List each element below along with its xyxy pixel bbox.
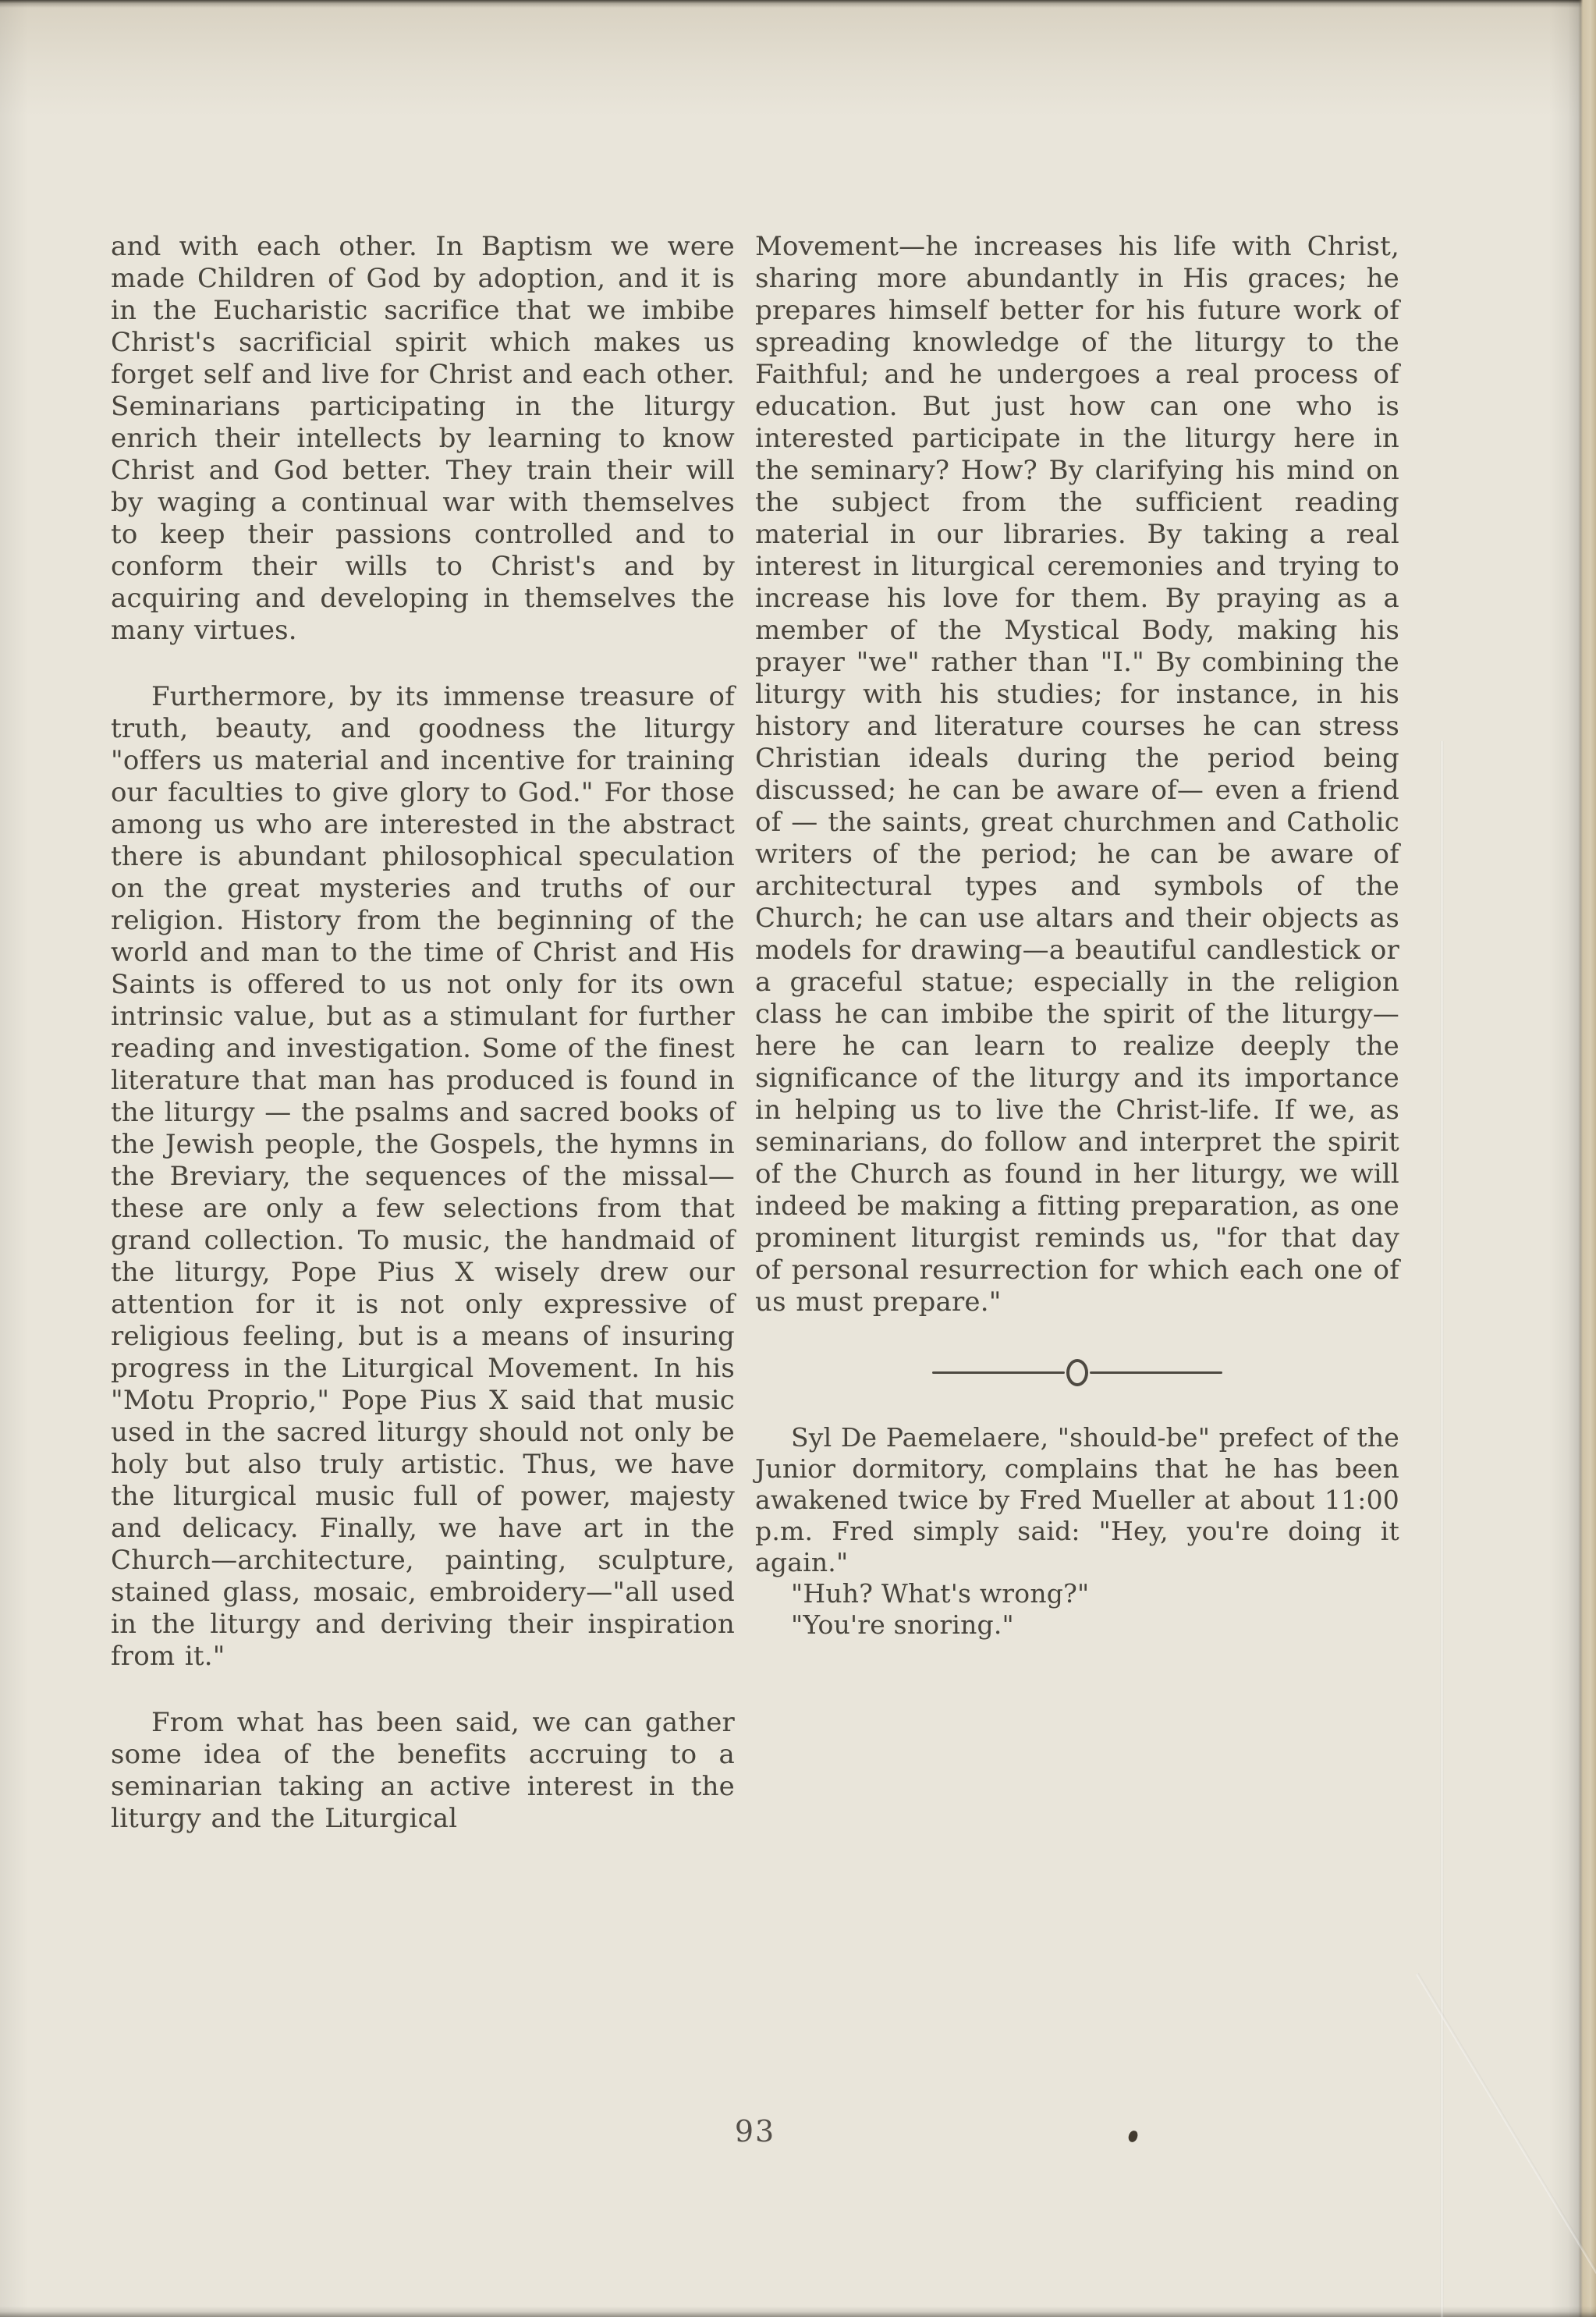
divider-line-left [932,1371,1065,1374]
page-top-edge-shadow [0,0,1596,8]
anecdote-dialog-line: "Huh? What's wrong?" [791,1578,1090,1609]
page-number: 93 [734,2114,776,2148]
paper-crease-diagonal [1416,1973,1596,2317]
paper-crease-vertical [1440,741,1444,2317]
page-bottom-edge-shadow [0,2306,1596,2317]
section-divider [932,1359,1222,1386]
anecdote-paragraph: Syl De Paemelaere, "should-be" prefect of the Junior dormitory, complains that he has been awakened twice by Fred Mueller at about 11:00 p.m. Fred simply said: "Hey, you're doing it again." [755,1422,1399,1577]
paragraph: Movement—he increases his life with Christ, sharing more abundantly in His graces; he prepares himself better for his future work of spreading knowledge of the liturgy to the Faithful; and he undergoes a real process of education. But just how can one who is interested participate in the liturgy here in the seminary? How? By clarifying his mind on the subject from the sufficient reading material in our libraries. By taking a real interest in liturgical ceremonies and trying to increase his love for them. By praying as a member of the Mystical Body, making his prayer "we" rather than "I." By combining the liturgy with his studies; for instance, in his history and literature courses he can stress Christian ideals during the period being discussed; he can be aware of— even a friend of — the saints, great churchmen and Catholic writers of the period; he can be aware of architectural types and symbols of the Church; he can use altars and their objects as models for drawing—a beautiful candlestick or a graceful statue; especially in the religion class he can imbibe the spirit of the liturgy—here he can learn to realize deeply the significance of the liturgy and its importance in helping us to live the Christ-life. If we, as seminarians, do follow and interpret the spirit of the Church as found in her liturgy, we will indeed be making a fitting preparation, as one prominent liturgist reminds us, "for that day of personal resurrection for which each one of us must prepare." [755,231,1399,1318]
divider-circle-icon [1066,1359,1088,1386]
page-top-tint [0,0,1596,117]
left-column [111,231,735,1835]
anecdote-dialog-line: "You're snoring." [791,1609,1014,1640]
paragraph: and with each other. In Baptism we were made Children of God by adoption, and it is in the Eucharistic sacrifice that we imbibe Christ's sacrificial spirit which makes us forget self and live for Christ and each other. Seminarians participating in the liturgy enrich their intellects by learning to know Christ and God better. They train their will by waging a continual war with themselves to keep their passions controlled and to conform their wills to Christ's and by acquiring and developing in themselves the many virtues. [111,231,735,646]
divider-line-right [1090,1371,1222,1374]
right-column [755,231,1399,1835]
page-content [111,231,1399,1835]
paragraph: Furthermore, by its immense treasure of truth, beauty, and goodness the liturgy "offers us material and incentive for training our faculties to give glory to God." For those among us who are interested in the abstract there is abundant philosophical speculation on the great mysteries and truths of our religion. History from the beginning of the world and man to the time of Christ and His Saints is offered to us not only for its own intrinsic value, but as a stimulant for further reading and investigation. Some of the finest literature that man has produced is found in the liturgy — the psalms and sacred books of the Jewish people, the Gospels, the hymns in the Breviary, the sequences of the missal—these are only a few selections from that grand collection. To music, the handmaid of the liturgy, Pope Pius X wisely drew our attention for it is not only expressive of religious feeling, but is a means of insuring progress in the Liturgical Movement. In his "Motu Proprio," Pope Pius X said that music used in the sacred liturgy should not only be holy but also truly artistic. Thus, we have the liturgical music full of power, majesty and delicacy. Finally, we have art in the Church—architecture, painting, sculpture, stained glass, mosaic, embroidery—"all used in the liturgy and deriving their inspiration from it." [111,681,735,1672]
page-right-edge [1549,0,1596,2317]
page-left-edge-shadow [0,0,28,2317]
paragraph: From what has been said, we can gather some idea of the benefits accruing to a seminarian taking an active interest in the liturgy and the Liturgical [111,1707,735,1834]
